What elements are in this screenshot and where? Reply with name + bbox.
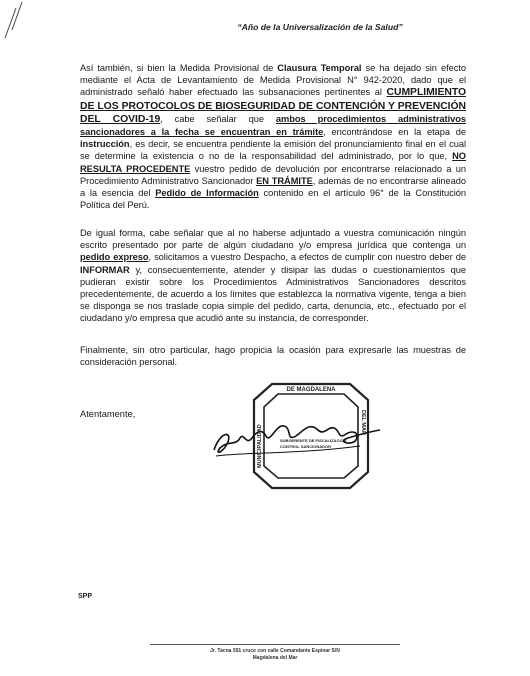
stamp-left-text: MUNICIPALIDAD <box>257 424 263 468</box>
stamp-right-text: DEL MAR <box>360 410 366 435</box>
procedures-in-process: ambos procedimientos administrativos sancionadores a la fecha se encuentran en trámite <box>80 113 466 138</box>
sign-off: Atentamente, <box>80 409 136 419</box>
not-applicable: NO RESULTA PROCEDENTE <box>80 151 466 174</box>
protocol-compliance: CUMPLIMIENTO DE LOS PROTOCOLOS DE BIOSEGURIDAD DE CONTENCIÓN Y PREVENCIÓN DEL COVID-19 <box>80 87 466 125</box>
stamp-line-2: CONTROL SANCIONADOR <box>280 444 332 449</box>
stamp-top-text: DE MAGDALENA <box>286 387 336 393</box>
footer-divider <box>150 644 400 645</box>
footer-address: Jr. Tacna 591 cruce con calle Comandante Espinar S/N <box>210 648 340 654</box>
paragraph-closing: Finalmente, sin otro particular, hago propicia la ocasión para expresarle las muestras de consideración personal. <box>80 345 466 368</box>
express-request: pedido expreso <box>80 252 149 263</box>
corner-pen-mark <box>2 0 26 40</box>
author-initials: SPP <box>78 593 93 600</box>
footer-district: Magdalena del Mar <box>252 655 298 661</box>
inform-duty: INFORMAR <box>80 264 130 275</box>
measure-name: Clausura Temporal <box>277 63 362 73</box>
paragraph-status: Así también, si bien la Medida Provisional de Clausura Temporal se ha dejado sin efecto mediante el Acta de Levantamiento de Medida Provisional N° 942-2020, dado que el administrado señaló haber efectuado las subsanaciones pertinentes al CUMPLIMIENTO DE LOS PROTOCOLOS DE BIOSEGURIDAD DE CONTENCIÓN Y PREVENCIÓN DEL COVID-19, cabe señalar que ambos procedimientos administrativos sancionadores a la fecha se encuentran en trámite, encontrándose en la etapa de instrucción, es decir, se encuentra pendiente la emisión del pronunciamiento final en el cual se determine la existencia o no de la responsabilidad del administrado, por lo que, NO RESULTA PROCEDENTE vuestro pedido de devolución por encontrarse relacionado a un Procedimiento Administrativo Sancionador EN TRÁMITE, además de no encontrarse alineado a la esencia del Pedido de Información contenido en el artículo 96° de la Constitución Política del Perú. <box>80 63 466 211</box>
official-stamp-and-signature <box>210 380 470 490</box>
stamp-line-1: SUBGERENTE DE FISCALIZACIÓN <box>280 438 347 443</box>
paragraph-request: De igual forma, cabe señalar que al no haberse adjuntado a vuestra comunicación ningún escrito presentado por parte de algún ciudadano y/o empresa jurídica que contenga un pedido expreso, solicitamos a vuestro Despacho, a efectos de cumplir con nuestro deber de INFORMAR y, consecuentemente, atender y disipar las dudas o cuestionamientos que pudieran existir sobre los Procedimientos Administrativos Sancionadores descritos precedentemente, de acuerdo a los límites que establezca la normativa vigente, tenga a bien se disponga se nos traslade copia simple del pedido, carta, denuncia, etc., efectuado por el ciudadano y/o empresa que acudió ante su instancia, de corresponder. <box>80 228 466 324</box>
in-process: EN TRÁMITE <box>256 175 313 186</box>
information-request: Pedido de Información <box>155 188 259 199</box>
header-motto: “Año de la Universalización de la Salud” <box>237 22 403 32</box>
